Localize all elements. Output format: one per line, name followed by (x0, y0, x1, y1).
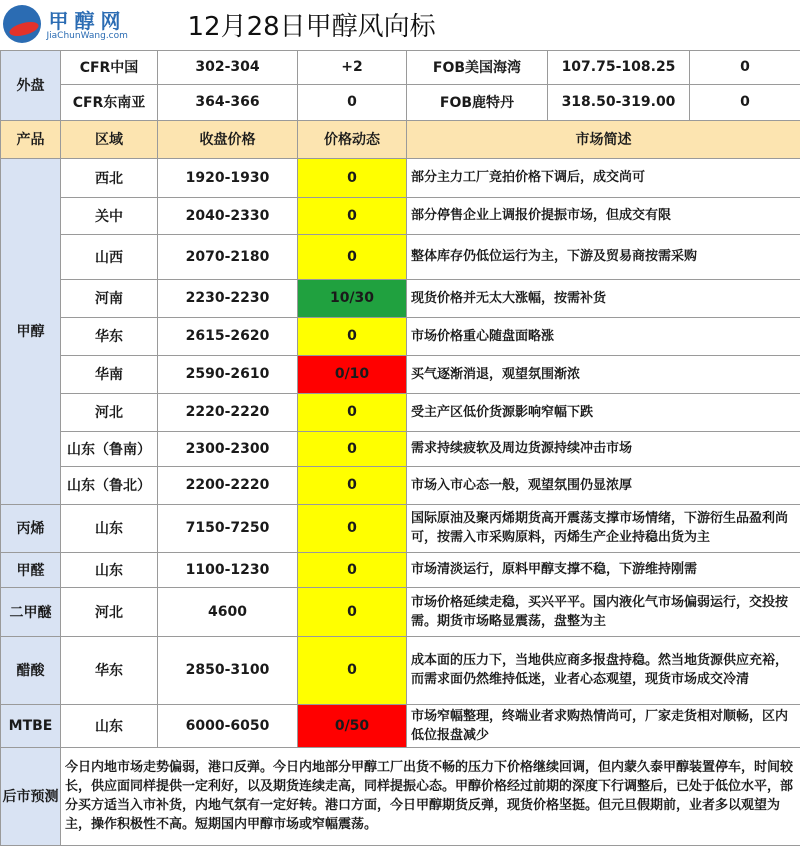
desc-cell: 买气逐渐消退，观望氛围渐浓 (407, 355, 800, 393)
change-cell: 0/50 (298, 704, 407, 747)
price-cell: 4600 (158, 587, 298, 636)
price-cell: 364-366 (158, 84, 298, 120)
table-row (1, 431, 800, 466)
price-cell: 2615-2620 (158, 317, 298, 355)
price-cell: 107.75-108.25 (548, 50, 690, 84)
change-cell: 0 (298, 636, 407, 704)
table-row (1, 197, 800, 234)
region-cell: FOB美国海湾 (407, 50, 548, 84)
header-row (1, 0, 800, 50)
desc-cell: 市场价格重心随盘面略涨 (407, 317, 800, 355)
change-cell: 10/30 (298, 279, 407, 317)
change-cell: 0 (298, 587, 407, 636)
desc-cell: 市场价格延续走稳，买兴平平。国内液化气市场偏弱运行，交投按需。期货市场略显震荡，盘整为主 (407, 587, 800, 636)
desc-cell: 需求持续疲软及周边货源持续冲击市场 (407, 431, 800, 466)
region-cell: CFR中国 (61, 50, 158, 84)
price-cell: 2300-2300 (158, 431, 298, 466)
change-cell: 0/10 (298, 355, 407, 393)
desc-cell: 现货价格并无太大涨幅，按需补货 (407, 279, 800, 317)
product-label: 丙烯 (1, 504, 61, 552)
table-row (1, 234, 800, 279)
desc-cell: 部分主力工厂竞拍价格下调后，成交尚可 (407, 158, 800, 197)
column-header-row (1, 120, 800, 158)
forecast-row (1, 747, 800, 845)
desc-cell: 部分停售企业上调报价提振市场，但成交有限 (407, 197, 800, 234)
forecast-label: 后市预测 (1, 747, 61, 845)
overseas-label: 外盘 (1, 50, 61, 120)
table-row (1, 355, 800, 393)
product-label: 甲醛 (1, 552, 61, 587)
change-cell: 0 (298, 158, 407, 197)
table-row (1, 393, 800, 431)
region-cell: 华东 (61, 636, 158, 704)
price-cell: 2230-2230 (158, 279, 298, 317)
desc-cell: 市场窄幅整理，终端业者求购热情尚可，厂家走货相对顺畅，区内低位报盘减少 (407, 704, 800, 747)
change-cell: 0 (298, 317, 407, 355)
table-row (1, 504, 800, 552)
logo: 甲醇网 JiaChunWang.com (1, 0, 158, 50)
forecast-text: 今日内地市场走势偏弱，港口反弹。今日内地部分甲醇工厂出货不畅的压力下价格继续回调，但内蒙久泰甲醇装置停车，时间较长，供应面同样提供一定利好，以及期货连续走高，同样提振心态。甲醇价格经过前期的深度下行调整后，已处于低位水平，部分买方适当入市补货，内地气氛有一定好转。港口方面，今日甲醇期货反弹，现货价格坚挺。但元旦假期前，业者多以观望为主，操作积极性不高。短期国内甲醇市场或窄幅震荡。 (61, 747, 800, 845)
region-cell: 河南 (61, 279, 158, 317)
desc-cell: 市场入市心态一般，观望氛围仍显浓厚 (407, 466, 800, 504)
change-cell: +2 (298, 50, 407, 84)
price-cell: 6000-6050 (158, 704, 298, 747)
region-cell: 山西 (61, 234, 158, 279)
change-cell: 0 (298, 431, 407, 466)
region-cell: 华东 (61, 317, 158, 355)
desc-cell: 国际原油及聚丙烯期货高开震荡支撑市场情绪，下游衍生品盈利尚可，按需入市采购原料，丙烯生产企业持稳出货为主 (407, 504, 800, 552)
col-price: 收盘价格 (158, 120, 298, 158)
product-label: MTBE (1, 704, 61, 747)
price-cell: 302-304 (158, 50, 298, 84)
overseas-row (1, 84, 800, 120)
table-row (1, 317, 800, 355)
region-cell: 山东 (61, 704, 158, 747)
price-cell: 2590-2610 (158, 355, 298, 393)
table-row (1, 552, 800, 587)
desc-cell: 市场清淡运行，原料甲醇支撑不稳，下游维持刚需 (407, 552, 800, 587)
col-region: 区域 (61, 120, 158, 158)
price-cell: 2850-3100 (158, 636, 298, 704)
region-cell: CFR东南亚 (61, 84, 158, 120)
price-cell: 2040-2330 (158, 197, 298, 234)
col-product: 产品 (1, 120, 61, 158)
desc-cell: 成本面的压力下，当地供应商多报盘持稳。然当地货源供应充裕，而需求面仍然维持低迷，业者心态观望，现货市场成交冷清 (407, 636, 800, 704)
region-cell: 山东 (61, 552, 158, 587)
change-cell: 0 (298, 552, 407, 587)
region-cell: 关中 (61, 197, 158, 234)
region-cell: 山东（鲁南） (61, 431, 158, 466)
table-row (1, 466, 800, 504)
change-cell: 0 (298, 504, 407, 552)
region-cell: 河北 (61, 587, 158, 636)
overseas-row (1, 50, 800, 84)
price-cell: 2220-2220 (158, 393, 298, 431)
page-title: 12月28日甲醇风向标 (158, 0, 800, 50)
region-cell: 山东（鲁北） (61, 466, 158, 504)
price-cell: 318.50-319.00 (548, 84, 690, 120)
price-cell: 2200-2220 (158, 466, 298, 504)
price-cell: 7150-7250 (158, 504, 298, 552)
region-cell: 西北 (61, 158, 158, 197)
region-cell: FOB鹿特丹 (407, 84, 548, 120)
change-cell: 0 (298, 197, 407, 234)
table-row (1, 587, 800, 636)
desc-cell: 受主产区低价货源影响窄幅下跌 (407, 393, 800, 431)
change-cell: 0 (690, 50, 800, 84)
change-cell: 0 (298, 234, 407, 279)
product-label: 二甲醚 (1, 587, 61, 636)
region-cell: 华南 (61, 355, 158, 393)
change-cell: 0 (298, 84, 407, 120)
price-cell: 1920-1930 (158, 158, 298, 197)
change-cell: 0 (298, 466, 407, 504)
table-row (1, 636, 800, 704)
table-row (1, 279, 800, 317)
change-cell: 0 (298, 393, 407, 431)
region-cell: 河北 (61, 393, 158, 431)
col-summary: 市场简述 (407, 120, 800, 158)
col-change: 价格动态 (298, 120, 407, 158)
table-row (1, 158, 800, 197)
desc-cell: 整体库存仍低位运行为主，下游及贸易商按需采购 (407, 234, 800, 279)
price-cell: 1100-1230 (158, 552, 298, 587)
change-cell: 0 (690, 84, 800, 120)
product-label: 醋酸 (1, 636, 61, 704)
price-cell: 2070-2180 (158, 234, 298, 279)
region-cell: 山东 (61, 504, 158, 552)
table-row (1, 704, 800, 747)
methanol-label: 甲醇 (1, 158, 61, 504)
